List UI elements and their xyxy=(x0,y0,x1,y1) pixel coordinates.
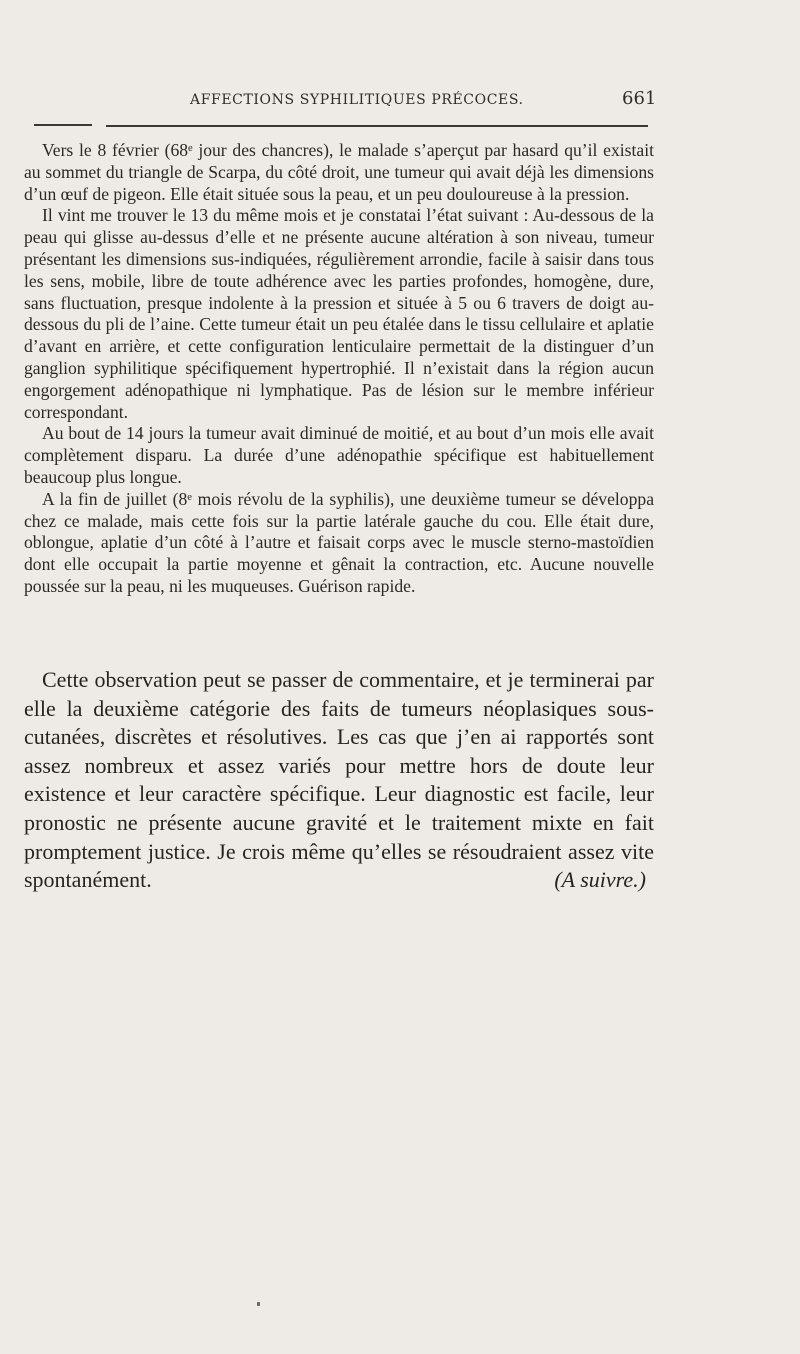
paragraph: Au bout de 14 jours la tumeur avait diminué de moitié, et au bout d’un mois elle avait complètement disparu. La durée d’une adénopathie spécifique est habituellement beaucoup plus longue. xyxy=(24,423,654,487)
running-title: AFFECTIONS SYPHILITIQUES PRÉCOCES. xyxy=(190,92,524,108)
paragraph: A la fin de juillet (8ᵉ mois révolu de la syphilis), une deuxième tumeur se développa chez ce malade, mais cette fois sur la partie latérale gauche du cou. Elle était dure, oblongue, aplatie d’un côté à l’autre et faisait corps avec le muscle sterno-mastoïdien dont elle occupait la partie moyenne et gênait la contraction, etc. Aucune nouvelle poussée sur la peau, ni les muqueuses. Guérison rapide. xyxy=(24,488,654,596)
header-rule-short xyxy=(34,124,92,126)
paragraph xyxy=(24,666,654,895)
page-number: 661 xyxy=(622,88,657,109)
to-be-continued: (A suivre.) xyxy=(554,867,646,893)
ink-speck xyxy=(257,1302,260,1306)
conclusion-body: Cette observation peut se passer de commentaire, et je terminerai par elle la deuxième catégorie des faits de tumeurs néoplasiques sous-cutanées, discrètes et résolutives. Les cas que j’en ai rapportés sont assez nombreux et assez variés pour mettre hors de doute leur existence et leur caractère spécifique. Leur diagnostic est facile, leur pronostic ne présente aucune gravité et le traitement mixte en fait promptement justice. Je crois même qu’elles se résoudraient assez vite spontanément. xyxy=(24,667,654,893)
paragraph: Vers le 8 février (68ᵉ jour des chancres), le malade s’aperçut par hasard qu’il existait au sommet du triangle de Scarpa, du côté droit, une tumeur qui avait déjà les dimensions d’un œuf de pigeon. Elle était située sous la peau, et un peu douloureuse à la pression. xyxy=(24,140,654,204)
header-rule-long xyxy=(106,125,648,127)
paragraph: Il vint me trouver le 13 du même mois et je constatai l’état suivant : Au-dessous de la peau qui glisse au-dessus d’elle et ne présente aucune altération à son niveau, tumeur présentant les dimensions sus-indiquées, régulièrement arrondie, facile à saisir dans tous les sens, mobile, libre de toute adhérence avec les parties profondes, homogène, dure, sans fluctuation, presque indolente à la pression et située à 5 ou 6 travers de doigt au-dessous du pli de l’aine. Cette tumeur était un peu étalée dans le tissu cellulaire et aplatie d’avant en arrière, et cette configuration lenticulaire permettait de la distinguer d’un ganglion syphilitique spécifiquement hypertrophié. Il n’existait dans la région aucun engorgement adénopathique ni lymphatique. Pas de lésion sur le membre inférieur correspondant. xyxy=(24,205,654,422)
observation-text xyxy=(24,140,654,598)
conclusion-text xyxy=(24,666,654,895)
